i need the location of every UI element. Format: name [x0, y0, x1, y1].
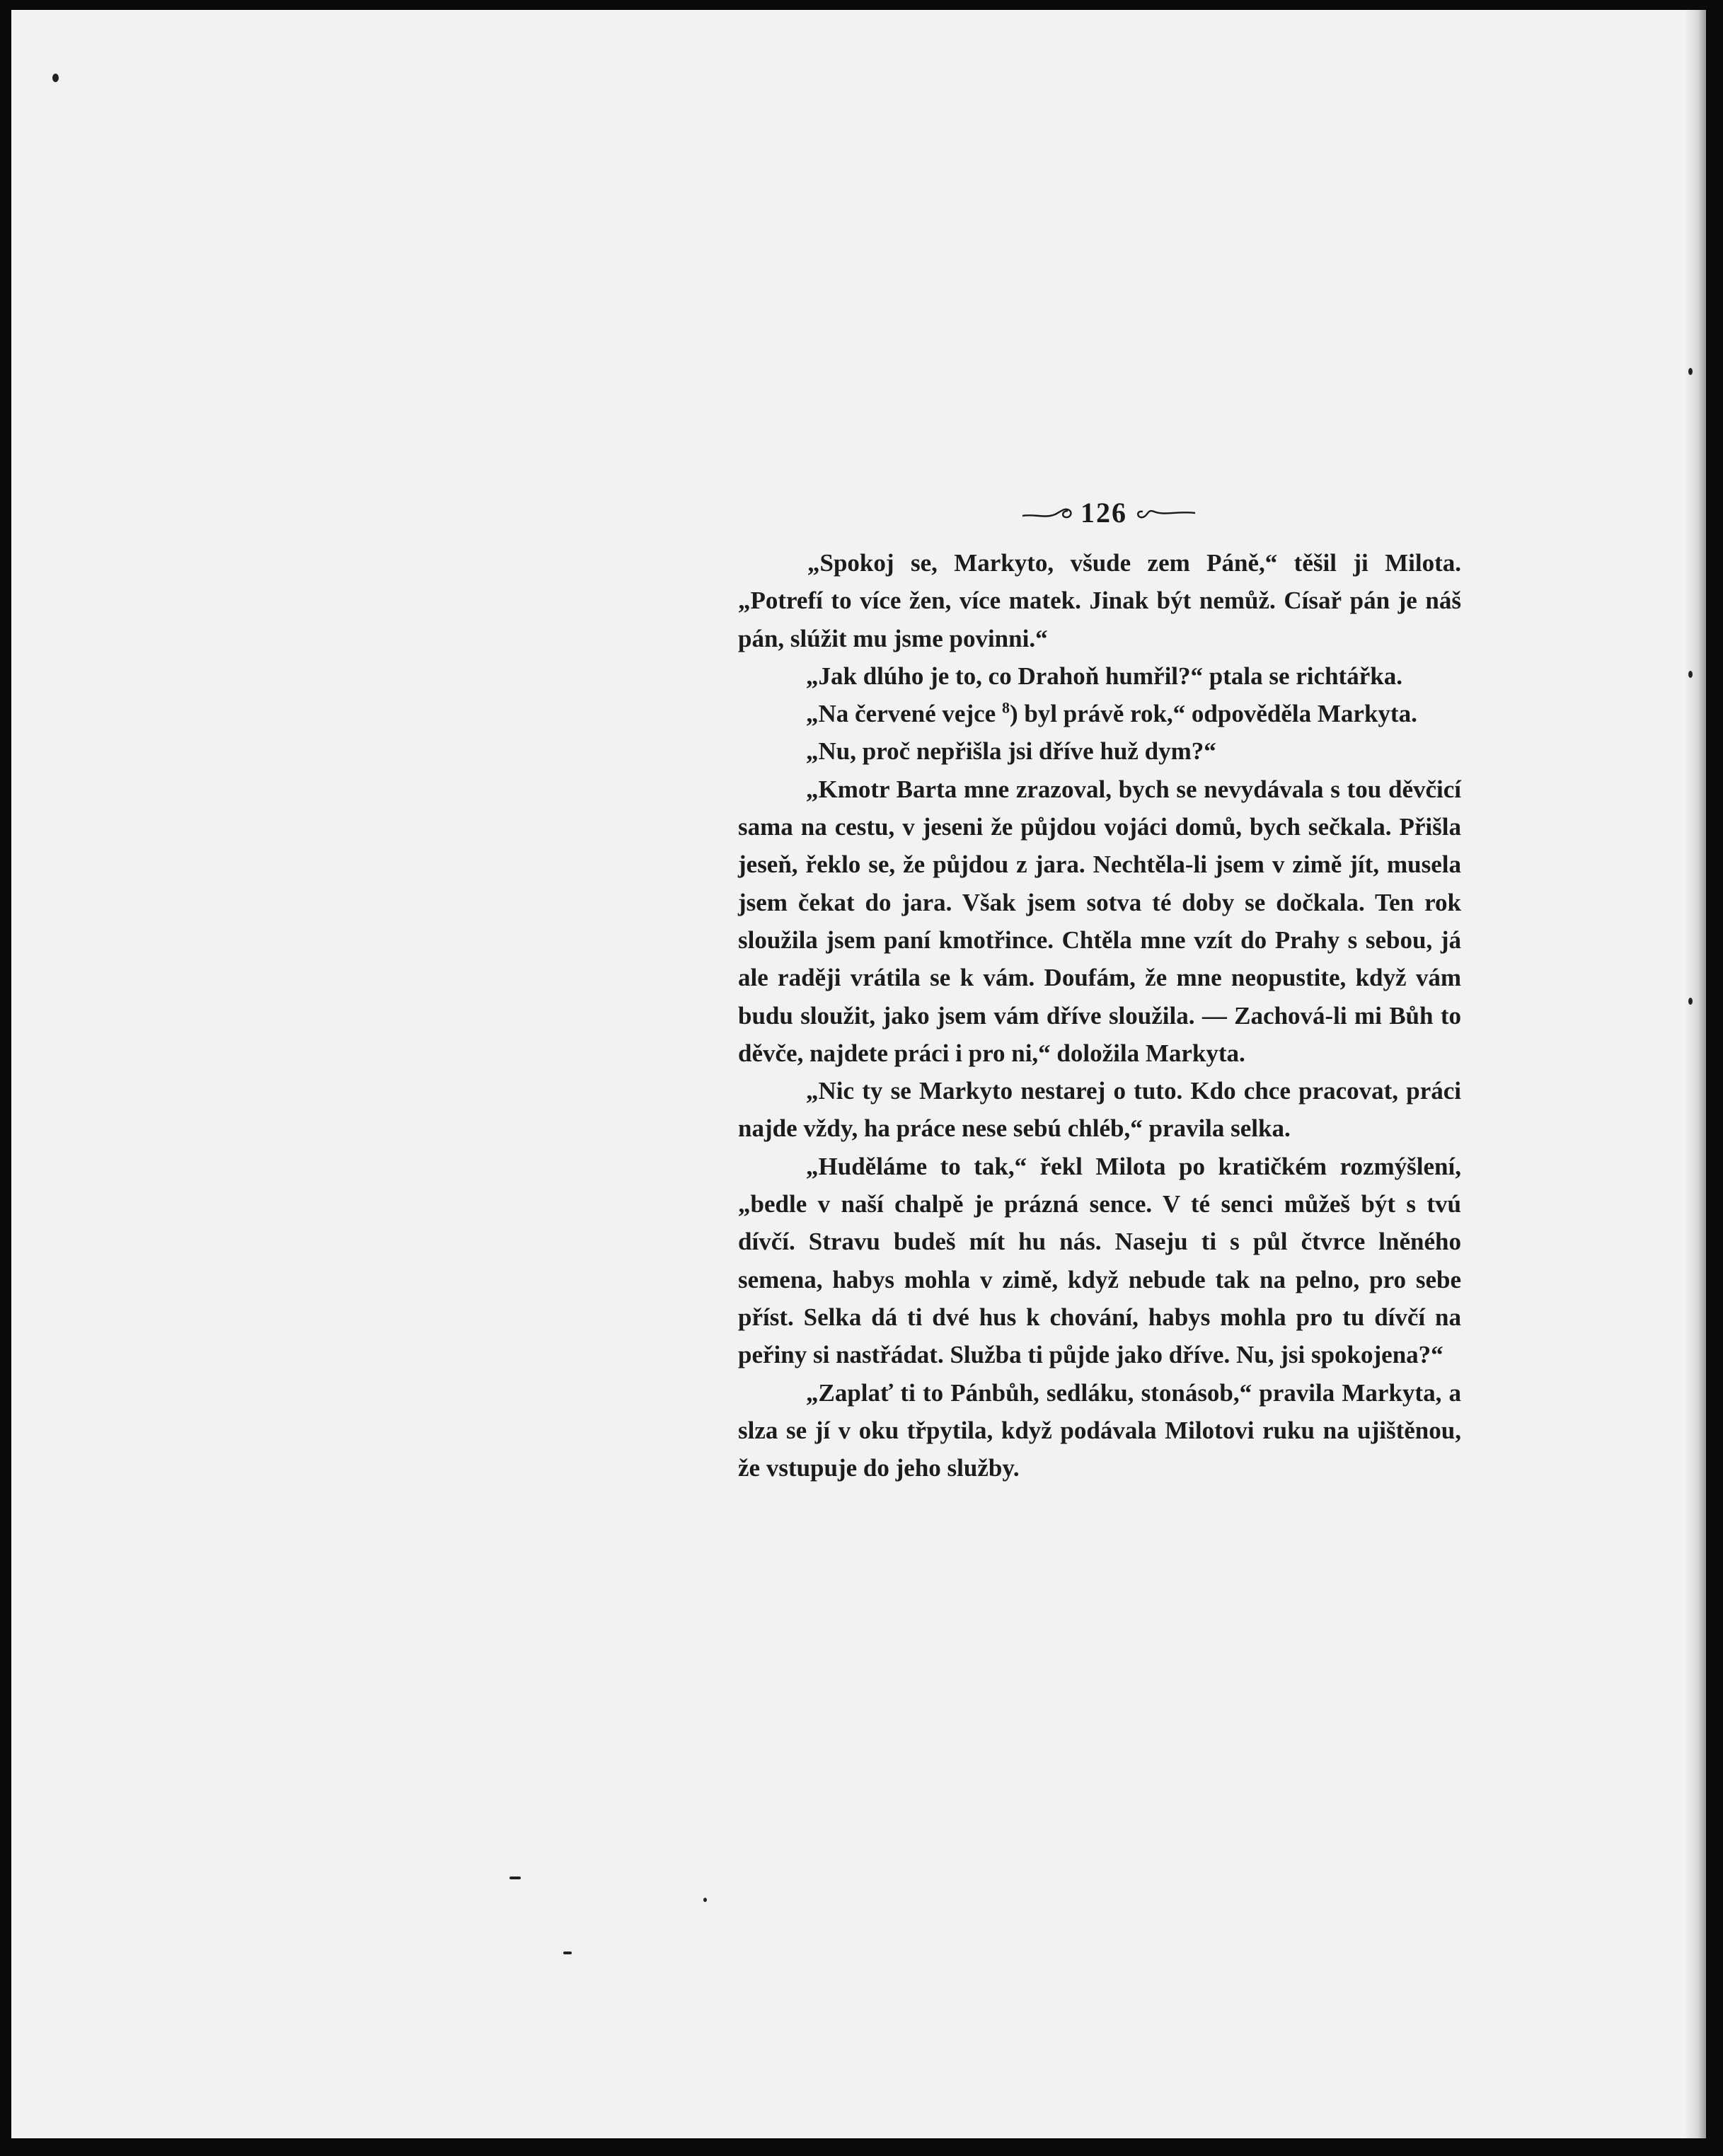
ink-speck	[703, 1898, 707, 1902]
ink-speck	[52, 74, 59, 82]
ink-speck	[563, 1952, 572, 1954]
paragraph: „Kmotr Barta mne zrazoval, bych se nevydávala s tou děvčicí sama na cestu, v jeseni že půjdou vojáci domů, bych sečkala. Přišla jeseň, řeklo se, že půjdou z jara. Nechtěla-li jsem v zimě jít, musela jsem čekat do jara. Však jsem sotva té doby se dočkala. Ten rok sloužila jsem paní kmotřince. Chtěla mne vzít do Prahy s sebou, já ale raději vrátila se k vám. Doufám, že mne neopustite, když vám budu sloužit, jako jsem vám dříve sloužila. — Zachová-li mi Bůh to děvče, najdete práci i pro ni,“ doložila Markyta.	[738, 775, 1461, 1067]
paragraph: „Huděláme to tak,“ řekl Milota po kratičkém rozmýšlení, „bedle v naší chalpě je prázná sence. V té senci můžeš být s tvú dívčí. Stravu budeš mít hu nás. Naseju ti s půl čtvrce lněného semena, habys mohla v zimě, když nebude tak na pelno, pro sebe příst. Selka dá ti dvé hus k chování, habys mohla pro tu dívčí na peřiny si nastřádat. Služba ti půjde jako dříve. Nu, jsi spokojena?“	[738, 1152, 1461, 1369]
page-number: 126	[1081, 496, 1127, 529]
paragraph	[738, 695, 1461, 732]
ink-speck	[509, 1877, 521, 1879]
ink-speck	[1688, 671, 1693, 678]
body-text	[738, 544, 1461, 1487]
footnote-marker: 8	[1001, 698, 1010, 717]
paragraph: „Nic ty se Markyto nestarej o tuto. Kdo chce pracovat, práci najde vždy, ha práce nese sebú chléb,“ pravila selka.	[738, 1077, 1461, 1143]
ink-speck	[1688, 998, 1693, 1005]
paragraph: „Zaplať ti to Pánbůh, sedláku, stonásob,“ pravila Markyta, a slza se jí v oku třpytila, když podávala Milotovi ruku na ujištěnou, že vstupuje do jeho služby.	[738, 1378, 1461, 1482]
paragraph-text: „Na červené vejce	[806, 700, 1002, 728]
paragraph: „Spokoj se, Markyto, všude zem Páně,“ těšil ji Milota. „Potrefí to více žen, více matek. Jinak být nemůž. Císař pán je náš pán, slúžit mu jsme povinni.“	[738, 549, 1461, 652]
ink-speck	[1688, 368, 1693, 375]
ornament-right-icon	[1133, 502, 1197, 523]
paragraph-text: ) byl právě rok,“ odpověděla Markyta.	[1009, 700, 1417, 728]
paragraph: „Nu, proč nepřišla jsi dříve huž dym?“	[806, 737, 1216, 766]
ornament-left-icon	[1021, 502, 1075, 523]
page-header	[1013, 492, 1204, 532]
page-edge-shadow	[1685, 10, 1706, 2138]
book-page	[11, 10, 1706, 2138]
paragraph: „Jak dlúho je to, co Drahoň humřil?“ ptala se richtářka.	[806, 662, 1402, 690]
